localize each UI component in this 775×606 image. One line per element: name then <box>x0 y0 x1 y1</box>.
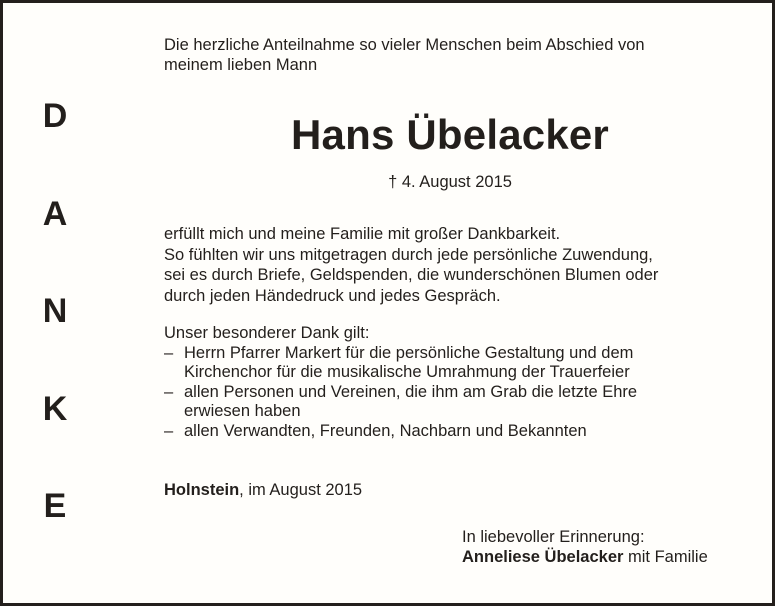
death-date: † 4. August 2015 <box>388 173 512 191</box>
dash-bullet: – <box>164 421 174 440</box>
danke-vertical-word <box>30 96 80 526</box>
signature-block <box>462 527 708 567</box>
signature-intro: In liebevoller Erinnerung: <box>462 528 645 546</box>
dash-bullet: – <box>164 343 174 362</box>
danke-letter-e: E <box>43 487 67 525</box>
thanks-list <box>164 344 754 442</box>
thanks-item-line: allen Verwandten, Freunden, Nachbarn und Bekannten <box>184 421 587 440</box>
special-thanks <box>164 324 754 441</box>
signature-name: Anneliese Übelacker <box>462 548 624 566</box>
thanks-item-line: allen Personen und Vereinen, die ihm am Grab die letzte Ehre <box>184 382 638 401</box>
thanks-item-line: Kirchenchor für die musikalische Umrahmung der Trauerfeier <box>184 363 630 381</box>
place-date: , im August 2015 <box>239 481 363 499</box>
intro-line-1: Die herzliche Anteilnahme so vieler Menschen beim Abschied von <box>164 36 645 54</box>
body-line-1: erfüllt mich und meine Familie mit großer Dankbarkeit. <box>164 225 561 243</box>
thanks-item-relatives <box>164 422 754 442</box>
danke-letter-a: A <box>42 194 68 233</box>
thanks-item-line: Herrn Pfarrer Markert für die persönliche Gestaltung und dem <box>184 343 634 362</box>
danke-letter-n: N <box>42 292 68 330</box>
body-line-4: durch jeden Händedruck und jedes Gespräch. <box>164 286 501 305</box>
thanks-item-associations <box>164 383 754 422</box>
intro-text <box>164 36 754 75</box>
gratitude-paragraph <box>164 224 754 306</box>
danke-letter-d: D <box>42 97 68 135</box>
thanks-item-pastor <box>164 344 754 383</box>
body-line-3: sei es durch Briefe, Geldspenden, die wunderschönen Blumen oder <box>164 266 659 284</box>
place-town: Holnstein <box>164 481 240 499</box>
deceased-name: Hans Übelacker <box>291 111 609 158</box>
body-line-2: So fühlten wir uns mitgetragen durch jede persönliche Zuwendung, <box>164 245 653 264</box>
dash-bullet: – <box>164 382 174 401</box>
thanks-heading: Unser besonderer Dank gilt: <box>164 324 370 342</box>
danke-letter-k: K <box>42 389 68 428</box>
place-and-date <box>164 480 362 500</box>
signature-line <box>462 547 708 567</box>
thanks-item-line: erwiesen haben <box>184 402 301 420</box>
intro-line-2: meinem lieben Mann <box>164 55 318 74</box>
signature-suffix: mit Familie <box>623 548 708 566</box>
